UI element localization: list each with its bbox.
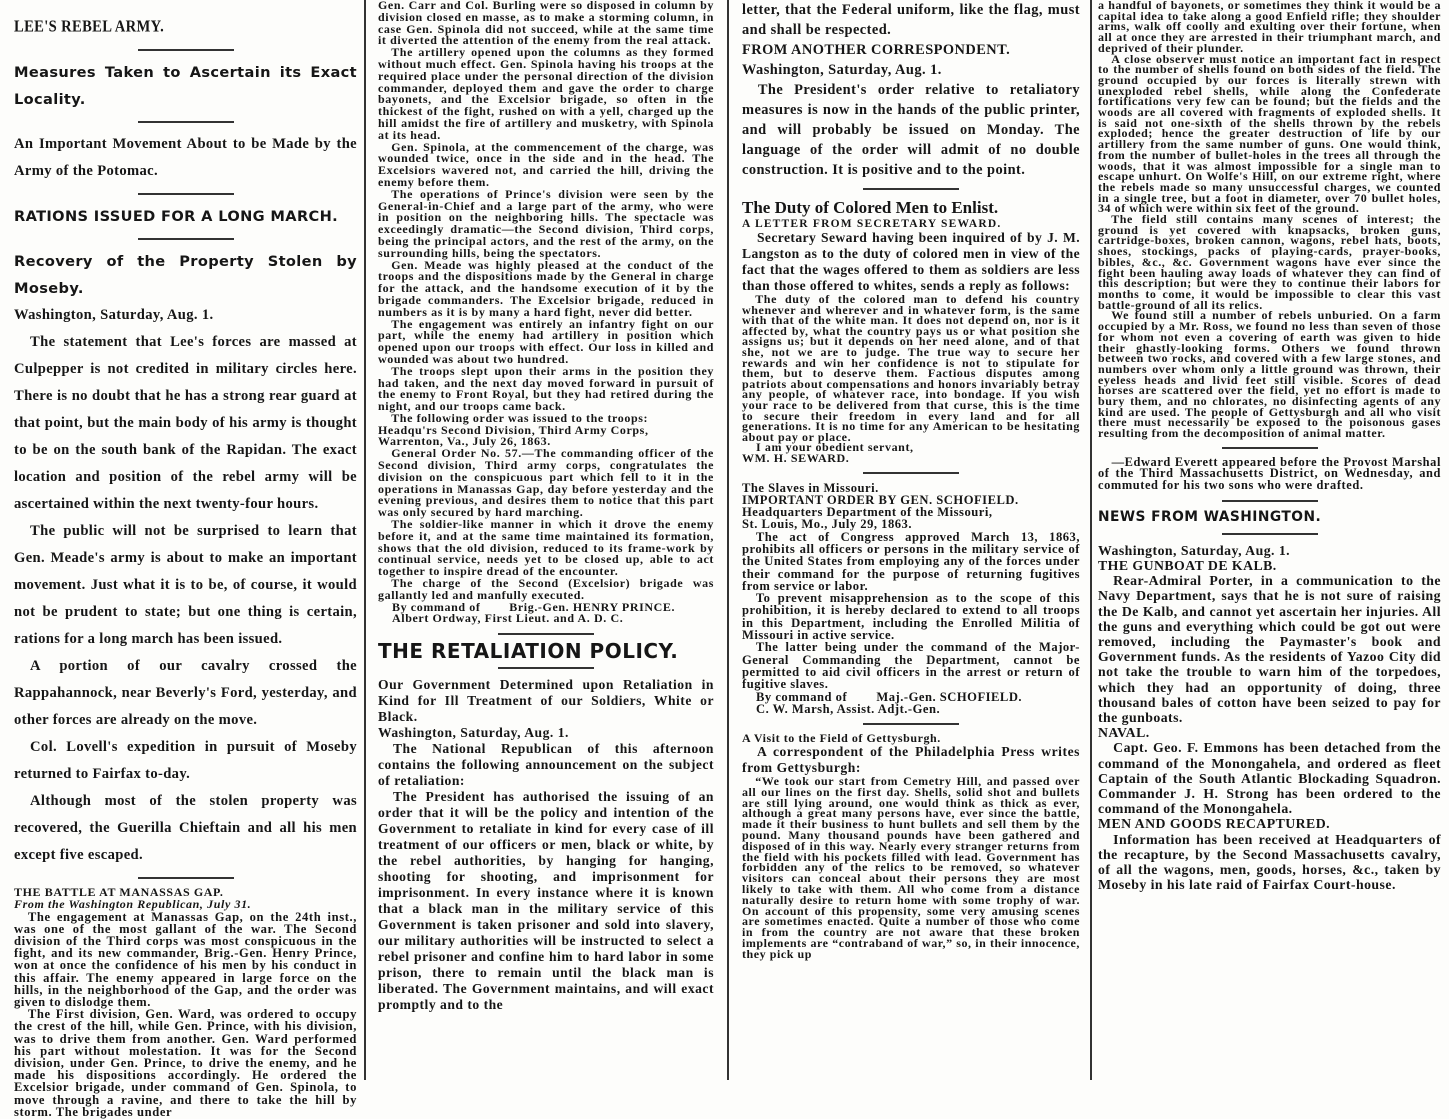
paragraph: Col. Lovell's expedition in pursuit of Moseby returned to Fairfax to-day. <box>14 739 357 782</box>
newspaper-column-1 <box>14 0 357 1119</box>
paragraph: The charge of the Second (Excelsior) brigade was gallantly led and manfully executed. <box>378 576 714 602</box>
paragraph: Gen. Spinola, at the commencement of the charge, was wounded twice, once in the side and in the head. The Excelsiors wavered not, and carried the hill, driving the enemy before them. <box>378 139 714 189</box>
column-divider <box>364 0 366 1080</box>
paragraph: The engagement was entirely an infantry fight on our part, while the enemy had artillery in position which opened upon our troops with effect. Our loss in killed and wounded was about two hundred. <box>378 316 714 366</box>
column-divider <box>1090 0 1092 1080</box>
paragraph: The duty of the colored man to defend his country whenever and wherever and in whatever form, is the same with that of the white man. It does not depend on, nor is it affected by, what the country pays us or what position she assigns us; but it depends on her need alone, and of that she, not we are to judge. The true way to secure her rewards and win her confidence is not to stipulate for them, but to deserve them. Factious disputes among patriots about compensations and honors invariably betray any people, of whatever race, into bondage. If you wish your race to be delivered from that curse, this is the time to secure their freedom in every land and for all generations. It is no time for any American to be hesitating about pay or place. <box>742 292 1080 444</box>
paragraph: To prevent misapprehension as to the scope of this prohibition, it is hereby declared to extend to all troops in this Department, including the Enrolled Militia of Missouri in active service. <box>742 591 1080 643</box>
article-manassas <box>14 887 357 1118</box>
newspaper-column-2 <box>378 0 714 1080</box>
paragraph: Information has been received at Headquarters of the recapture, by the Second Massachusetts cavalry, of all the wagons, men, goods, horses, &c., taken by Moseby in his late raid of Fairfax Court-house. <box>1098 831 1441 893</box>
article-gettysburg <box>742 733 1080 959</box>
paragraph: A correspondent of the Philadelphia Press writes from Gettysburgh: <box>742 743 1080 775</box>
signature-line: C. W. Marsh, Assist. Adjt.-Gen. <box>756 701 941 716</box>
divider <box>1222 533 1318 535</box>
divider <box>138 49 234 51</box>
subheadline: An Important Movement About to be Made by the Army of the Potomac. <box>14 136 357 179</box>
article-retaliation-cont <box>742 0 1080 190</box>
paragraph: The field still contains many scenes of interest; the ground is yet covered with knapsacks, broken guns, cartridge-boxes, broken cannon, wagons, rebel hats, boots, shoes, stockings, packs of playing-cards, prayer-books, bibles, &c., &c. Government wagons have ever since the fight been hauling away loads of whatever they can find of this description; but were they to continue their labors for months to come, it would be impossible to clear this vast battle-ground of all its relics. <box>1098 212 1441 312</box>
dateline: Washington, Saturday, Aug. 1. <box>14 307 214 323</box>
kicker-heading: NAVAL. <box>1098 725 1150 741</box>
article-seward <box>742 198 1080 474</box>
paragraph: Secretary Seward having been inquired of by J. M. Langston as to the duty of colored men in view of the fact that the wages offered to them as soldiers are less than those offered to whites, sends a reply as follows: <box>742 230 1080 293</box>
divider <box>138 193 234 195</box>
paragraph: A close observer must notice an important fact in respect to the number of shells found on both sides of the field. The ground occupied by our forces is literally strewn with unexploded rebel shells, while along the Confederate fortifications very few can be found; but the fields and the woods are all covered with fragments of exploded shells. It is said not one-sixth of the shells thrown by the rebels exploded; hence the greater destruction of life by our artillery from the same number of guns. One would think, from the number of bullet-holes in the trees all through the woods, that it was almost impossible for a single man to escape unhurt. On Wolfe's Hill, on our extreme right, where the rebels made so many unsuccessful charges, we counted in a single tree, but a foot in diameter, over 70 bullet holes, 34 of which were within six feet of the ground. <box>1098 51 1441 216</box>
divider <box>138 877 234 879</box>
paragraph: The troops slept upon their arms in the position they had taken, and the next day moved forward in pursuit of the enemy to Front Royal, but they had retired during the night, and our troops came back. <box>378 363 714 414</box>
article-news <box>1098 510 1441 893</box>
divider <box>863 472 959 474</box>
byline: From the Washington Republican, July 31. <box>14 896 252 911</box>
paragraph: letter, that the Federal uniform, like the flag, must and shall be respected. <box>742 2 1080 38</box>
section-heading: THE RETALIATION POLICY. <box>378 639 679 664</box>
dateline: Washington, Saturday, Aug. 1. <box>1098 542 1291 558</box>
paragraph: The President's order relative to retaliatory measures is now in the hands of the public printer, and will probably be issued on Monday. The language of the order will admit of no double construction. It is positive and to the point. <box>742 82 1080 178</box>
signature-line: By command of Brig.-Gen. HENRY PRINCE. <box>392 599 676 614</box>
paragraph: The engagement at Manassas Gap, on the 24th inst., was one of the most gallant of the war. The Second division of the Third corps was most conspicuous in the fight, and its new commander, Brig.-Gen. Henry Prince, won at once the confidence of his men by his conduct in this affair. The enemy appeared in large force on the hills, in the neighborhood of the Gap, and the order was given to dislodge them. <box>14 909 357 1010</box>
paragraph: Although most of the stolen property was recovered, the Guerilla Chieftain and all his men except five escaped. <box>14 793 357 863</box>
article-manassas-cont <box>378 0 714 635</box>
kicker-heading: FROM ANOTHER CORRESPONDENT. <box>742 42 1011 58</box>
paragraph: Capt. Geo. F. Emmons has been detached from the command of the Monongahela, and ordered as fleet Captain of the South Atlantic Blockading Squadron. Commander J. H. Strong has been ordered to the command of the Monongahela. <box>1098 740 1441 817</box>
paragraph: The latter being under the command of the Major-General Commanding the Department, cannot be permitted to aid civil officers in the arrest or return of fugitive slaves. <box>742 640 1080 692</box>
paragraph: Gen. Carr and Col. Burling were so disposed in column by division closed en masse, as to make a storming column, in case Gen. Spinola did not succeed, while at the same time it diverted the attention of the enemy from the real attack. <box>378 0 714 48</box>
divider <box>138 121 234 123</box>
signature-line: I am your obedient servant, <box>756 440 914 455</box>
subheadline: Measures Taken to Ascertain its Exact Locality. <box>14 64 357 108</box>
signature-line: Headqu'rs Second Division, Third Army Corps, <box>378 422 649 437</box>
article-everett <box>1098 454 1441 502</box>
paragraph: The soldier-like manner in which it drove the enemy before it, and at the same time maintained its formation, shows that the old division, reduced to its frame-work by continual service, needs yet to be closed up, able to act together to inspire dread of the encounter. <box>378 517 714 579</box>
article-gettysburg-cont <box>1098 0 1441 449</box>
paragraph: The First division, Gen. Ward, was ordered to occupy the crest of the hill, while Gen. Prince, with his division, was to drive them from another. Gen. Ward performed his part without molestation. It was for the Second division, under Gen. Prince, to drive the enemy, and he made his dispositions accordingly. He ordered the Excelsior brigade, under command of Gen. Spinola, to move through a ravine, and there to take the hill by storm. The brigades under <box>14 1007 357 1119</box>
paragraph: The operations of Prince's division were seen by the General-in-Chief and a large part of the army, who were in position on the neighboring hills. The spectacle was exceedingly dramatic—the Second division, Third corps, being the principal actors, and the rest of the army, on the surrounding hills, being the spectators. <box>378 186 714 260</box>
divider <box>1222 500 1318 502</box>
signature-line: WM. H. SEWARD. <box>742 450 850 465</box>
paragraph: General Order No. 57.—The commanding officer of the Second division, Third army corps, congratulates the division on the conspicuous part which fell to it in the operations in Manassas Gap, day before yesterday and the evening previous, and desires them to notice that this part was only secured by hard marching. <box>378 446 714 520</box>
paragraph: A portion of our cavalry crossed the Rappahannock, near Beverly's Ford, yesterday, and other forces are already on the move. <box>14 658 357 728</box>
paragraph: The National Republican of this afternoon contains the following announcement on the subject of retaliation: <box>378 741 714 789</box>
signature-line: Headquarters Department of the Missouri, <box>742 505 993 520</box>
divider <box>1222 447 1318 449</box>
section-heading: RATIONS ISSUED FOR A LONG MARCH. <box>14 208 339 225</box>
paragraph: a handful of bayonets, or sometimes they think it would be a capital idea to take along a good Enfield rifle; they shoulder arms, walk off coolly and exulting over their fortune, when all at once they are arrested in their triumphant march, and deprived of their plunder. <box>1098 0 1441 55</box>
divider <box>138 238 234 240</box>
paragraph: The artillery opened upon the columns as they formed without much effect. Gen. Spinola having his troops at the required place under the personal direction of the division commander, deployed them and gave the order to charge bayonets, and the Excelsior brigade, so often in the thickest of the fight, rushed on with a yell, charged up the hill amidst the fire of artillery and musketry, with Spinola at its head. <box>378 45 714 142</box>
divider <box>863 723 959 725</box>
dateline: Washington, Saturday, Aug. 1. <box>742 62 942 78</box>
kicker-heading: THE GUNBOAT DE KALB. <box>1098 558 1277 574</box>
paragraph: —Edward Everett appeared before the Provost Marshal of the Third Massachusetts District, on Wednesday, and commuted for his two sons who were drafted. <box>1098 454 1441 493</box>
article-heading: The Slaves in Missouri. <box>742 480 879 495</box>
article-heading: THE BATTLE AT MANASSAS GAP. <box>14 885 224 899</box>
newspaper-column-4 <box>1098 0 1441 1080</box>
subheadline: Recovery of the Property Stolen by Moseby. <box>14 253 357 297</box>
section-heading: NEWS FROM WASHINGTON. <box>1098 508 1322 525</box>
article-lee <box>14 14 357 879</box>
divider <box>863 188 959 190</box>
kicker-heading: IMPORTANT ORDER BY GEN. SCHOFIELD. <box>742 492 1019 507</box>
paragraph: The following order was issued to the troops: <box>391 410 649 425</box>
paragraph: The statement that Lee's forces are massed at Culpepper is not credited in military circles here. There is no doubt that he has a strong rear guard at that point, but the main body of his army is thought to be on the south bank of the Rapidan. The exact location and position of the rebel army will be ascertained within the next twenty-four hours. <box>14 334 357 512</box>
paragraph: The act of Congress approved March 13, 1863, prohibits all officers or persons in the military service of the United States from employing any of the forces under their command for the purpose of returning fugitives from service or labor. <box>742 529 1080 593</box>
dateline: Washington, Saturday, Aug. 1. <box>378 725 569 741</box>
article-heading: The Duty of Colored Men to Enlist. <box>742 198 999 217</box>
signature-line: St. Louis, Mo., July 29, 1863. <box>742 517 912 532</box>
headline: LEE'S REBEL ARMY. <box>14 17 165 37</box>
subheadline: Our Government Determined upon Retaliation in Kind for Ill Treatment of our Soldiers, White or Black. <box>378 677 714 725</box>
paragraph: The President has authorised the issuing of an order that it will be the policy and intention of the Government to retaliate in kind for every case of ill treatment of our officers or men, black or white, by the rebel authorities, by hanging for hanging, shooting for shooting, and imprisonment for imprisonment. In every instance where it is known that a black man in the military service of this Government is taken prisoner and sold into slavery, our military authorities will be instructed to select a rebel prisoner and confine him to hard labor in some prison, there to remain until the black man is liberated. The Government maintains, and will exact promptly and to the <box>378 789 714 1013</box>
divider <box>498 633 594 635</box>
paragraph: “We took our start from Cemetry Hill, and passed over all our lines on the first day. Shells, solid shot and bullets are still lying around, one would think as thick as ever, although a great many persons have, ever since the battle, made it their business to hunt bullets and sell them by the pound. Many thousand pounds have been gathered and disposed of in this way. Nearly every stranger returns from the field with his pockets filled with lead. Government has forbidden any of the relics to be removed, so whatever visitors can conceal about their persons they are most likely to take with them. All who come from a distance naturally desire to return home with some trophy of war. On account of this propensity, some very amusing scenes are sometimes enacted. Quite a number of those who come in from the country are not aware that these broken implements are “contraband of war,” so, in their innocence, they pick up <box>742 773 1080 961</box>
paragraph: We found still a number of rebels unburied. On a farm occupied by a Mr. Ross, we found no less than seven of those for whom not even a covering of earth was given to hide their ghastly-looking forms. Others we found thrown between two rocks, and covered with a few large stones, and numbers over whom only a little ground was thrown, their eyeless heads and livid feet still visible. Scores of dead horses are scattered over the field, yet no effort is made to bury them, and no chlorates, no disinfecting agents of any kind are used. The people of Gettysburgh and all who visit there must necessarily be exposed to the poisonous gases resulting from the decomposition of animal matter. <box>1098 308 1441 441</box>
article-missouri <box>742 482 1080 726</box>
signature-line: Albert Ordway, First Lieut. and A. D. C. <box>392 611 624 626</box>
article-retaliation <box>378 639 714 1013</box>
kicker-heading: MEN AND GOODS RECAPTURED. <box>1098 816 1331 832</box>
column-divider <box>727 0 729 1080</box>
article-heading: A Visit to the Field of Gettysburgh. <box>742 731 941 746</box>
signature-line: By command of Maj.-Gen. SCHOFIELD. <box>756 689 1023 704</box>
signature-line: Warrenton, Va., July 26, 1863. <box>378 434 551 449</box>
paragraph: Rear-Admiral Porter, in a communication to the Navy Department, says that he is not sure of raising the De Kalb, and cannot yet ascertain her injuries. All the guns and everything which could be got out were removed, including the Paymaster's book and Government funds. As the residents of Yazoo City did not take the trouble to warn him of the torpedoes, which they had an opportunity of doing, three thousand bales of cotton have been seized to pay for the gunboats. <box>1098 573 1441 726</box>
paragraph: The public will not be surprised to learn that Gen. Meade's army is about to make an important movement. Just what it is to be, of course, it would not be prudent to state; but one thing is certain, rations for a long march has been issued. <box>14 523 357 647</box>
kicker-heading: A LETTER FROM SECRETARY SEWARD. <box>742 218 1002 230</box>
paragraph: Gen. Meade was highly pleased at the conduct of the troops and the dispositions made by the General in charge for the attack, and the handsome execution of it by the brigade commanders. The Excelsior brigade, reduced in numbers as it is by many a hard fight, never did better. <box>378 257 714 319</box>
newspaper-column-3 <box>742 0 1080 1080</box>
divider <box>498 667 594 669</box>
